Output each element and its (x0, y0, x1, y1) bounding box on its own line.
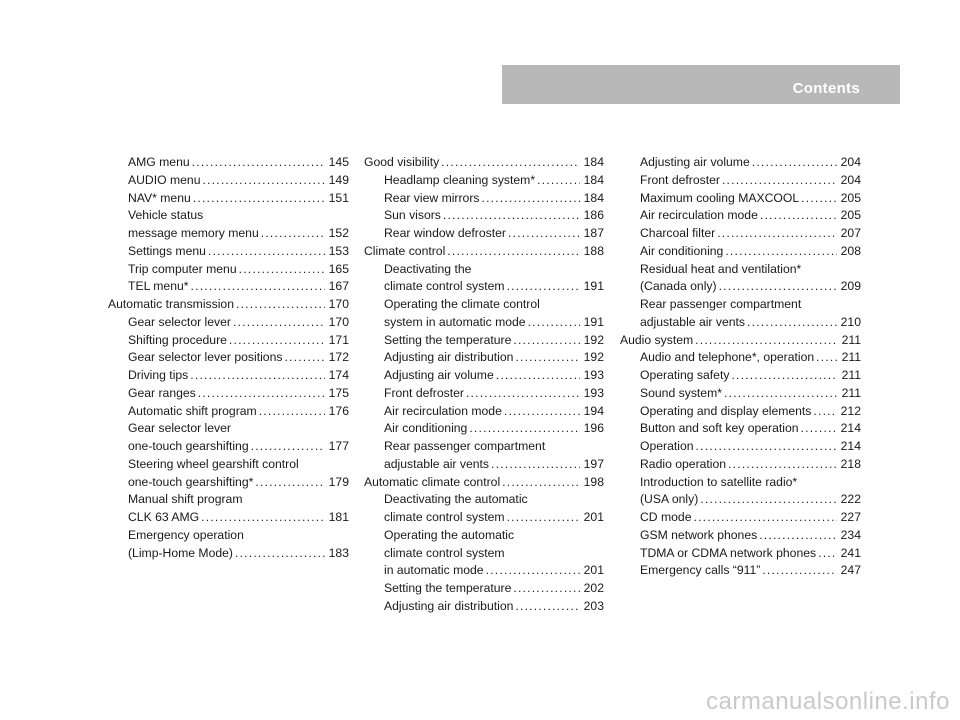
toc-entry (620, 225, 861, 243)
toc-page-number: 210 (840, 314, 861, 329)
dot-leader (255, 474, 325, 492)
toc-entry (620, 154, 861, 172)
toc-entry (364, 154, 604, 172)
toc-entry (364, 314, 604, 332)
dot-leader (192, 154, 325, 172)
toc-entry-title: Driving tips (128, 368, 189, 382)
toc-column-3 (620, 154, 861, 580)
toc-page-number: 170 (328, 297, 349, 311)
toc-page-number: 247 (840, 563, 861, 578)
toc-entry (364, 456, 604, 474)
toc-entry-title: Operating the automatic (384, 527, 515, 542)
toc-entry-title: Emergency calls “911” (640, 563, 761, 578)
toc-page-number: 234 (840, 527, 861, 542)
dot-leader (696, 438, 837, 456)
toc-page-number: 208 (840, 243, 861, 258)
toc-entry-title: Audio and telephone*, operation (640, 350, 815, 365)
toc-page-number: 241 (840, 545, 861, 560)
toc-entry-title: Rear passenger compartment (384, 439, 546, 453)
dot-leader (233, 314, 325, 332)
toc-entry-title: (Canada only) (640, 279, 717, 294)
dot-leader (447, 243, 580, 261)
toc-page-number: 191 (583, 279, 604, 294)
toc-entry (620, 349, 861, 367)
dot-leader (801, 190, 837, 208)
toc-page-number: 174 (328, 368, 349, 382)
toc-page-number: 197 (583, 456, 604, 471)
toc-entry-title: Gear ranges (128, 385, 196, 400)
toc-entry (108, 367, 349, 385)
toc-entry (108, 527, 349, 545)
toc-page-number: 218 (840, 456, 861, 471)
dot-leader (235, 545, 325, 563)
toc-entry-title: Deactivating the (384, 261, 472, 276)
toc-page-number: 181 (328, 510, 349, 524)
dot-leader (201, 509, 325, 527)
toc-entry (364, 420, 604, 438)
toc-entry (364, 367, 604, 385)
dot-leader (700, 491, 837, 509)
toc-page-number: 172 (328, 350, 349, 365)
toc-page-number: 204 (840, 155, 861, 169)
toc-entry (620, 474, 861, 492)
toc-entry (364, 438, 604, 456)
dot-leader (284, 349, 325, 367)
dot-leader (236, 296, 325, 314)
toc-entry-title: TDMA or CDMA network phones (640, 545, 817, 560)
toc-entry (108, 172, 349, 190)
toc-entry (364, 545, 604, 563)
toc-page-number: 209 (840, 279, 861, 294)
toc-entry (620, 261, 861, 279)
toc-entry (108, 225, 349, 243)
toc-page-number: 211 (841, 368, 861, 382)
dot-leader (725, 243, 837, 261)
toc-entry (108, 403, 349, 421)
dot-leader (801, 420, 837, 438)
dot-leader (190, 367, 325, 385)
dot-leader (818, 545, 837, 563)
toc-page-number: 186 (583, 208, 604, 223)
toc-entry-title: adjustable air vents (384, 456, 490, 471)
toc-page-number: 214 (840, 439, 861, 453)
toc-entry-title: Air conditioning (640, 243, 724, 258)
dot-leader (762, 562, 837, 580)
dot-leader (481, 190, 580, 208)
toc-entry (620, 509, 861, 527)
dot-leader (441, 154, 580, 172)
toc-entry-title: CLK 63 AMG (128, 510, 200, 524)
toc-entry (364, 562, 604, 580)
toc-entry (364, 491, 604, 509)
toc-entry-title: AMG menu (128, 155, 190, 169)
dot-leader (198, 385, 325, 403)
dot-leader (717, 225, 837, 243)
toc-entry-title: Maximum cooling MAXCOOL (640, 190, 800, 205)
toc-entry-title: Settings menu (128, 243, 206, 258)
toc-entry-title: climate control system (384, 510, 505, 524)
dot-leader (508, 225, 580, 243)
toc-entry-title: Adjusting air volume (384, 368, 494, 382)
toc-entry-title: TEL menu* (128, 279, 189, 294)
toc-entry (364, 243, 604, 261)
toc-column-2 (364, 154, 604, 616)
dot-leader (251, 438, 325, 456)
toc-page-number: 207 (840, 226, 861, 240)
toc-page-number: 214 (840, 421, 861, 436)
dot-leader (491, 456, 580, 474)
toc-entry (364, 296, 604, 314)
toc-entry-title: Air recirculation mode (384, 403, 502, 418)
page-title: Contents (792, 80, 860, 97)
toc-page-number: 153 (328, 243, 349, 258)
toc-entry-title: AUDIO menu (128, 172, 201, 187)
toc-entry (620, 243, 861, 261)
toc-entry-title: Sun visors (384, 208, 441, 223)
toc-entry-title: Vehicle status (128, 208, 204, 223)
toc-entry (620, 278, 861, 296)
toc-entry (364, 474, 604, 492)
toc-page-number: 184 (583, 155, 604, 169)
dot-leader (261, 225, 325, 243)
dot-leader (466, 385, 580, 403)
toc-entry (620, 456, 861, 474)
toc-page-number: 202 (583, 581, 604, 595)
toc-entry (364, 225, 604, 243)
toc-page-number: 171 (328, 332, 349, 347)
toc-entry (364, 172, 604, 190)
dot-leader (515, 349, 580, 367)
toc-entry-title: Steering wheel gearshift control (128, 456, 299, 471)
toc-entry (108, 456, 349, 474)
toc-page-number: 170 (328, 314, 349, 329)
toc-entry (108, 474, 349, 492)
toc-entry-title: adjustable air vents (640, 314, 746, 329)
dot-leader (722, 172, 837, 190)
toc-entry (620, 296, 861, 314)
toc-page-number: 177 (328, 439, 349, 453)
dot-leader (469, 420, 580, 438)
toc-entry (620, 385, 861, 403)
toc-entry-title: Automatic transmission (108, 297, 234, 311)
toc-entry-title: (USA only) (640, 492, 699, 507)
toc-entry-title: CD mode (640, 510, 692, 524)
dot-leader (693, 509, 837, 527)
toc-entry (364, 278, 604, 296)
dot-leader (486, 562, 580, 580)
toc-entry-title: Button and soft key operation (640, 421, 799, 436)
dot-leader (229, 332, 325, 350)
dot-leader (208, 243, 325, 261)
toc-entry-title: Introduction to satellite radio* (640, 474, 798, 489)
toc-entry-title: Adjusting air volume (640, 155, 750, 169)
toc-page-number: 184 (583, 190, 604, 205)
toc-entry (620, 562, 861, 580)
toc-page-number: 211 (841, 350, 861, 365)
toc-entry (364, 598, 604, 616)
dot-leader (193, 190, 325, 208)
toc-entry-title: Operation (640, 439, 694, 453)
toc-page-number: 211 (841, 385, 861, 400)
toc-entry (620, 332, 861, 350)
toc-entry (364, 261, 604, 279)
toc-column-1 (108, 154, 349, 562)
toc-entry (364, 509, 604, 527)
toc-page-number: 204 (840, 172, 861, 187)
toc-entry-title: Operating and display elements (640, 403, 812, 418)
toc-entry-title: one-touch gearshifting (128, 439, 249, 453)
dot-leader (507, 509, 580, 527)
toc-entry (108, 190, 349, 208)
toc-entry (108, 261, 349, 279)
dot-leader (760, 207, 837, 225)
toc-entry (108, 207, 349, 225)
toc-entry-title: message memory menu (128, 226, 259, 240)
toc-entry (108, 438, 349, 456)
toc-entry (364, 349, 604, 367)
dot-leader (502, 474, 580, 492)
toc-entry-title: Automatic shift program (128, 403, 257, 418)
toc-entry-title: GSM network phones (640, 527, 758, 542)
toc-page-number: 222 (840, 492, 861, 507)
toc-entry (364, 580, 604, 598)
toc-entry-title: NAV* menu (128, 190, 191, 205)
toc-entry-title: Air recirculation mode (640, 208, 758, 223)
toc-entry (364, 385, 604, 403)
toc-entry-title: climate control system (384, 279, 505, 294)
dot-leader (816, 349, 837, 367)
toc-entry (108, 314, 349, 332)
toc-entry-title: in automatic mode (384, 563, 484, 578)
toc-entry-title: Climate control (364, 243, 446, 258)
toc-entry (620, 491, 861, 509)
toc-entry-title: Adjusting air distribution (384, 598, 514, 613)
toc-page-number: 193 (583, 385, 604, 400)
toc-entry-title: Gear selector lever (128, 314, 231, 329)
toc-page-number: 152 (328, 226, 349, 240)
toc-page-number: 183 (328, 545, 349, 560)
toc-page-number: 151 (328, 190, 349, 205)
toc-entry-title: climate control system (384, 545, 505, 560)
toc-entry (620, 207, 861, 225)
toc-entry-title: Rear window defroster (384, 226, 506, 240)
toc-page-number: 194 (583, 403, 604, 418)
toc-entry (620, 527, 861, 545)
dot-leader (719, 278, 837, 296)
toc-entry-title: Good visibility (364, 155, 440, 169)
toc-entry-title: Front defroster (640, 172, 720, 187)
page-header-bar (502, 65, 900, 104)
toc-entry-title: Headlamp cleaning system* (384, 172, 536, 187)
toc-entry-title: Rear view mirrors (384, 190, 480, 205)
toc-entry (108, 509, 349, 527)
toc-entry (108, 296, 349, 314)
toc-entry-title: Sound system* (640, 385, 722, 400)
toc-page-number: 201 (583, 510, 604, 524)
toc-entry-title: Deactivating the automatic (384, 492, 528, 507)
toc-entry (108, 491, 349, 509)
dot-leader (513, 332, 580, 350)
dot-leader (724, 385, 837, 403)
dot-leader (443, 207, 580, 225)
toc-page-number: 167 (328, 279, 349, 294)
toc-entry-title: Manual shift program (128, 492, 243, 507)
toc-page-number: 203 (583, 598, 604, 613)
dot-leader (728, 456, 837, 474)
toc-page-number: 198 (583, 474, 604, 489)
toc-entry-title: Residual heat and ventilation* (640, 261, 802, 276)
dot-leader (528, 314, 580, 332)
toc-page-number: 145 (328, 155, 349, 169)
toc-entry-title: Rear passenger compartment (640, 297, 802, 311)
toc-entry-title: (Limp-Home Mode) (128, 545, 233, 560)
dot-leader (515, 598, 580, 616)
toc-entry-title: Adjusting air distribution (384, 350, 514, 365)
toc-entry (620, 172, 861, 190)
toc-entry-title: Charcoal filter (640, 226, 716, 240)
toc-entry (364, 207, 604, 225)
dot-leader (537, 172, 580, 190)
toc-page-number: 212 (840, 403, 861, 418)
toc-entry (364, 527, 604, 545)
toc-page-number: 175 (328, 385, 349, 400)
toc-page-number: 176 (328, 403, 349, 418)
toc-entry-title: Trip computer menu (128, 261, 237, 276)
dot-leader (731, 367, 837, 385)
toc-entry-title: Gear selector lever (128, 421, 231, 436)
toc-entry-title: Automatic climate control (364, 474, 501, 489)
dot-leader (496, 367, 580, 385)
toc-page-number: 179 (328, 474, 349, 489)
toc-entry-title: Emergency operation (128, 527, 244, 542)
toc-entry (620, 314, 861, 332)
toc-entry (364, 332, 604, 350)
toc-page-number: 196 (583, 421, 604, 436)
toc-entry-title: Setting the temperature (384, 332, 512, 347)
dot-leader (513, 580, 580, 598)
dot-leader (813, 403, 837, 421)
toc-page-number: 191 (583, 314, 604, 329)
toc-entry (620, 367, 861, 385)
toc-entry (620, 190, 861, 208)
toc-page-number: 184 (583, 172, 604, 187)
dot-leader (747, 314, 837, 332)
dot-leader (239, 261, 325, 279)
toc-page-number: 227 (840, 510, 861, 524)
toc-page-number: 205 (840, 208, 861, 223)
toc-page-number: 211 (841, 332, 861, 347)
toc-entry-title: Gear selector lever positions (128, 350, 283, 365)
dot-leader (507, 278, 580, 296)
toc-entry-title: Operating safety (640, 368, 730, 382)
toc-entry (620, 403, 861, 421)
toc-page-number: 192 (583, 332, 604, 347)
toc-entry (364, 190, 604, 208)
toc-entry (108, 349, 349, 367)
toc-entry-title: one-touch gearshifting* (128, 474, 254, 489)
toc-entry-title: Radio operation (640, 456, 727, 471)
toc-entry (108, 545, 349, 563)
toc-entry (108, 154, 349, 172)
toc-entry (620, 438, 861, 456)
watermark: carmanualsonline.info (706, 688, 950, 715)
toc-page-number: 201 (583, 563, 604, 578)
toc-entry (620, 545, 861, 563)
toc-page-number: 149 (328, 172, 349, 187)
dot-leader (191, 278, 325, 296)
dot-leader (202, 172, 325, 190)
toc-entry-title: Operating the climate control (384, 297, 540, 311)
toc-page-number: 165 (328, 261, 349, 276)
dot-leader (695, 332, 837, 350)
toc-entry-title: Air conditioning (384, 421, 468, 436)
toc-page-number: 187 (583, 226, 604, 240)
dot-leader (259, 403, 325, 421)
toc-entry (108, 420, 349, 438)
toc-entry (108, 385, 349, 403)
toc-entry-title: Shifting procedure (128, 332, 227, 347)
toc-entry-title: Setting the temperature (384, 581, 512, 595)
toc-page-number: 188 (583, 243, 604, 258)
toc-entry (108, 332, 349, 350)
toc-entry-title: system in automatic mode (384, 314, 526, 329)
toc-entry-title: Audio system (620, 332, 694, 347)
dot-leader (759, 527, 837, 545)
toc-page-number: 192 (583, 350, 604, 365)
toc-entry-title: Front defroster (384, 385, 464, 400)
dot-leader (752, 154, 837, 172)
dot-leader (504, 403, 580, 421)
toc-page-number: 205 (840, 190, 861, 205)
toc-entry (620, 420, 861, 438)
toc-entry (108, 278, 349, 296)
toc-page-number: 193 (583, 368, 604, 382)
toc-entry (108, 243, 349, 261)
toc-entry (364, 403, 604, 421)
